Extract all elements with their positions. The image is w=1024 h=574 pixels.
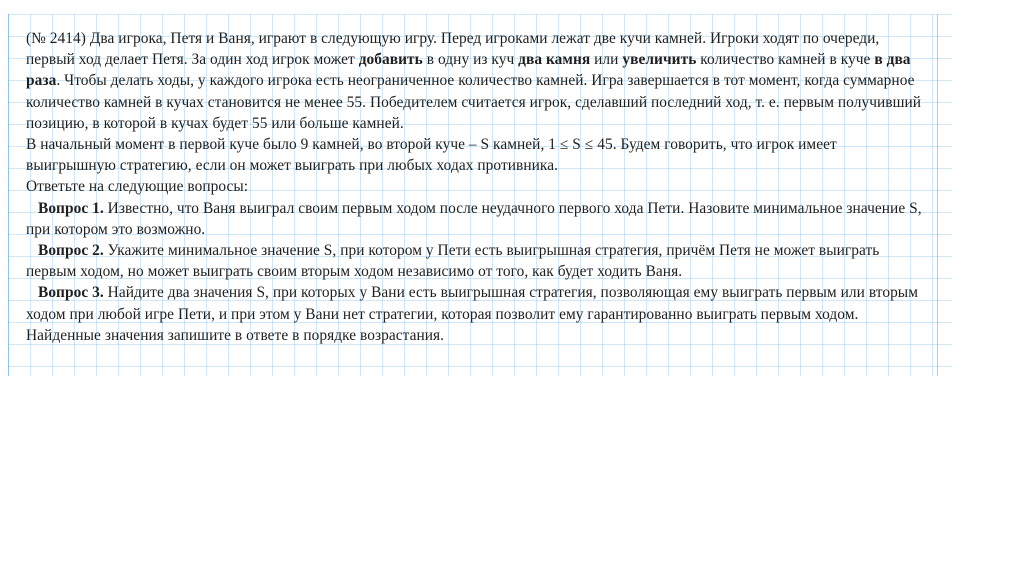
question-2-label: Вопрос 2. — [38, 242, 104, 260]
grid-paper-sheet — [8, 14, 952, 376]
question-3-text: Найдите два значения S, при которых у Вани есть выигрышная стратегия, позволяющая ему выиграть первым или вторым ходом при любой игре Пети, и при этом у Вани нет стратегии, которая позволит ему гарантированно выиграть первым ходом. Найденные значения запишите в ответе в порядке возрастания. — [26, 284, 918, 344]
question-3-label: Вопрос 3. — [38, 284, 104, 302]
grid-border-right — [937, 14, 938, 376]
bold-add: добавить — [358, 51, 423, 69]
question-2 — [26, 240, 926, 282]
intro-text-a: (№ 2414) Два игрока, Петя и Ваня, играют в следующую игру. Перед игроками лежат две кучи камней. Игроки ходят по очереди, первый ход делает Петя. За один ход игрок может — [26, 30, 880, 69]
question-1 — [26, 198, 926, 240]
bold-twice: в два раза — [26, 51, 911, 90]
answer-prompt: Ответьте на следующие вопросы: — [26, 178, 249, 196]
bold-increase: увеличить — [622, 51, 697, 69]
problem-intro — [26, 28, 926, 134]
bold-two-stones: два камня — [518, 51, 591, 69]
question-1-label: Вопрос 1. — [38, 199, 104, 217]
problem-text — [26, 28, 926, 346]
question-1-text: Известно, что Ваня выиграл своим первым ходом после неудачного первого хода Пети. Назовите минимальное значение S, при котором это возможно. — [26, 199, 922, 238]
intro-text-d: количество камней в куче — [696, 51, 875, 69]
grid-border-left — [8, 14, 9, 376]
intro-text-c: или — [590, 51, 623, 69]
question-3 — [26, 282, 926, 346]
problem-initial: В начальный момент в первой куче было 9 камней, во второй куче – S камней, 1 ≤ S ≤ 45. Будем говорить, что игрок имеет выигрышную стратегию, если он может выиграть при любых ходах противника. — [26, 136, 837, 175]
intro-text-e: . Чтобы делать ходы, у каждого игрока есть неограниченное количество камней. Игра завершается в тот момент, когда суммарное количество камней в кучах становится не менее 55. Победителем считается игрок, сделавший последний ход, т. е. первым получивший позицию, в которой в кучах будет 55 или больше камней. — [26, 72, 922, 132]
question-2-text: Укажите минимальное значение S, при котором у Пети есть выигрышная стратегия, причём Петя не может выиграть первым ходом, но может выиграть своим вторым ходом независимо от того, как будет ходить Ваня. — [26, 242, 880, 281]
intro-text-b: в одну из куч — [422, 51, 519, 69]
